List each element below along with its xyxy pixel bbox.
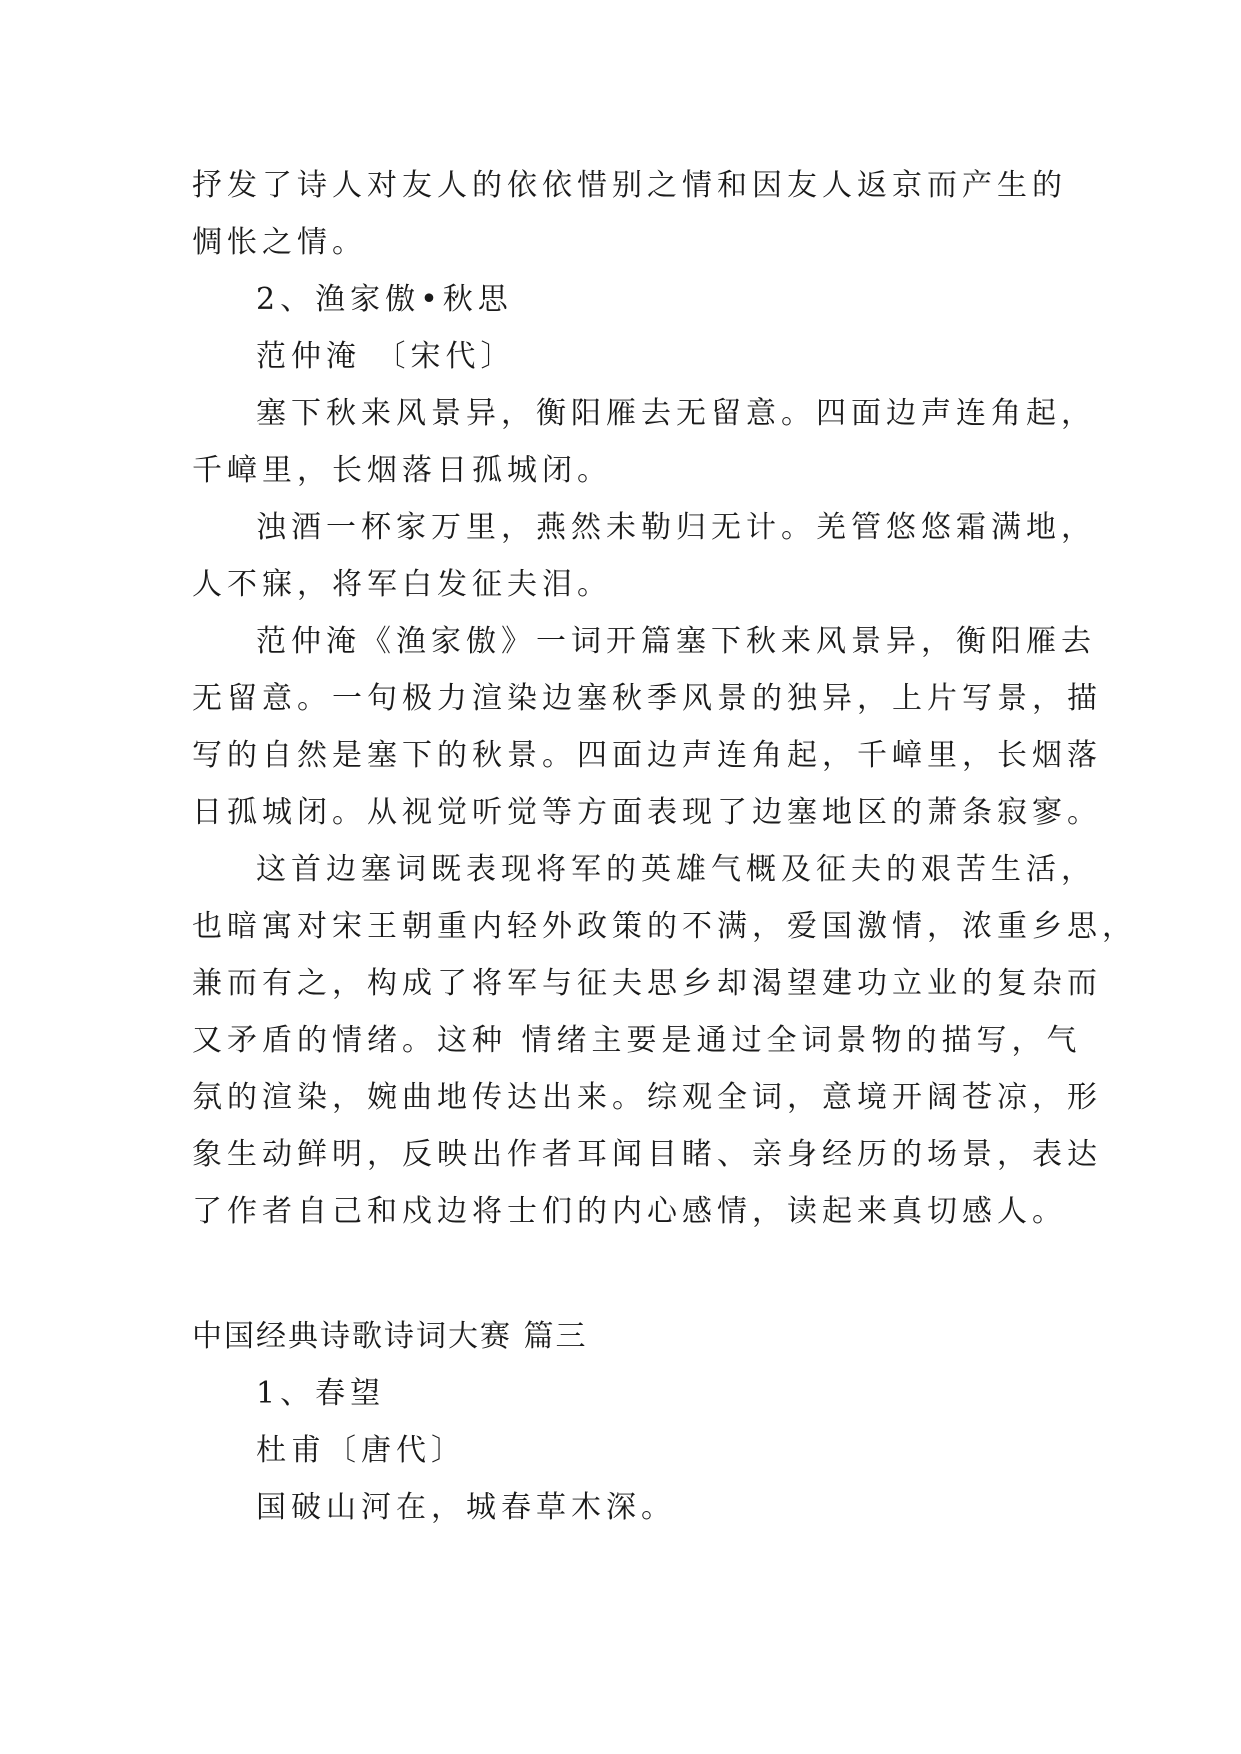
poem-author: 杜甫〔唐代〕 xyxy=(256,1433,466,1468)
body-text-line: 象生动鲜明，反映出作者耳闻目睹、亲身经历的场景，表达 xyxy=(192,1137,1102,1172)
body-text-line: 抒发了诗人对友人的依依惜别之情和因友人返京而产生的 xyxy=(192,168,1067,203)
body-text-line: 氛的渲染，婉曲地传达出来。综观全词，意境开阔苍凉，形 xyxy=(192,1080,1102,1115)
poem-title: 1、春望 xyxy=(256,1376,386,1411)
poem-line: 国破山河在，城春草木深。 xyxy=(256,1490,676,1525)
body-text-line: 无留意。一句极力渲染边塞秋季风景的独异，上片写景，描 xyxy=(192,681,1102,716)
body-text-line: 这首边塞词既表现将军的英雄气概及征夫的艰苦生活， xyxy=(256,852,1096,887)
body-text-line: 又矛盾的情绪。这种 情绪主要是通过全词景物的描写，气 xyxy=(192,1023,1082,1058)
poem-line: 千嶂里，长烟落日孤城闭。 xyxy=(192,453,612,488)
body-text-line: 了作者自己和戍边将士们的内心感情，读起来真切感人。 xyxy=(192,1194,1067,1229)
section-heading: 中国经典诗歌诗词大赛 篇三 xyxy=(192,1319,588,1354)
poem-title: 2、渔家傲•秋思 xyxy=(256,282,513,317)
body-text-line: 惆怅之情。 xyxy=(192,225,367,260)
poem-line: 浊酒一杯家万里，燕然未勒归无计。羌管悠悠霜满地， xyxy=(256,510,1096,545)
body-text-line: 日孤城闭。从视觉听觉等方面表现了边塞地区的萧条寂寥。 xyxy=(192,795,1102,830)
body-text-line: 兼而有之，构成了将军与征夫思乡却渴望建功立业的复杂而 xyxy=(192,966,1102,1001)
body-text-line: 也暗寓对宋王朝重内轻外政策的不满，爱国激情，浓重乡思， xyxy=(192,909,1137,944)
poem-line: 人不寐，将军白发征夫泪。 xyxy=(192,567,612,602)
poem-author: 范仲淹 〔宋代〕 xyxy=(256,339,516,374)
poem-line: 塞下秋来风景异，衡阳雁去无留意。四面边声连角起， xyxy=(256,396,1096,431)
body-text-line: 写的自然是塞下的秋景。四面边声连角起，千嶂里，长烟落 xyxy=(192,738,1102,773)
body-text-line: 范仲淹《渔家傲》一词开篇塞下秋来风景异，衡阳雁去 xyxy=(256,624,1096,659)
